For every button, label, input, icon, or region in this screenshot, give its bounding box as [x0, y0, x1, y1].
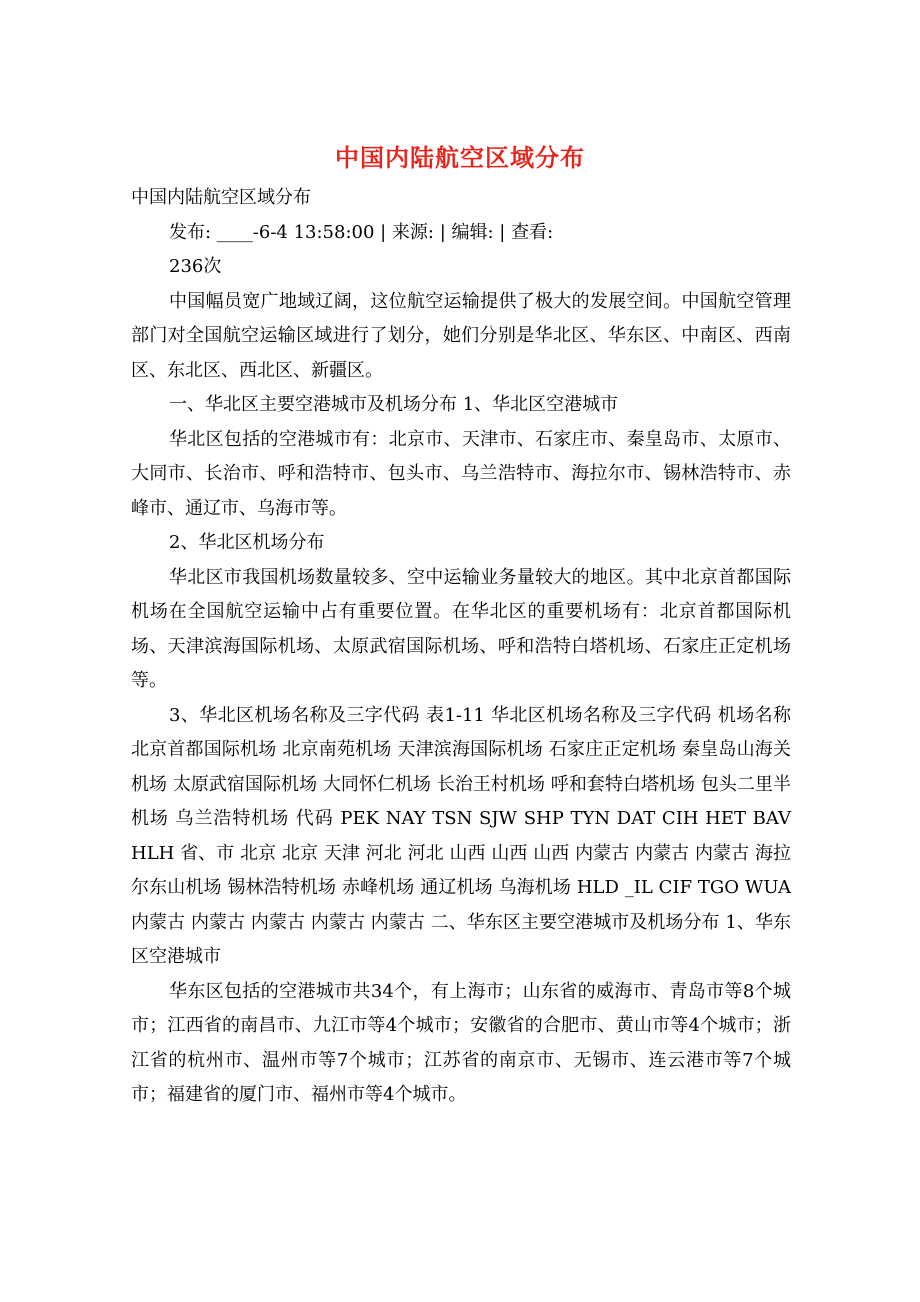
view-count: 236次 — [169, 256, 222, 277]
document-body — [131, 181, 791, 1113]
document-subtitle: 中国内陆航空区域分布 — [131, 187, 311, 208]
document-title: 中国内陆航空区域分布 — [335, 143, 585, 172]
publish-meta-line: 发布: ____-6-4 13:58:00 | 来源: | 编辑: | 查看: — [169, 221, 554, 243]
paragraph-intro: 中国幅员宽广地域辽阔，这位航空运输提供了极大的发展空间。中国航空管理部门对全国航空运输区域进行了划分，她们分别是华北区、华东区、中南区、西南区、东北区、西北区、新疆区。 — [131, 290, 791, 381]
paragraph-north-china-cities: 华北区包括的空港城市有：北京市、天津市、石家庄市、秦皇岛市、太原市、大同市、长治市、呼和浩特市、包头市、乌兰浩特市、海拉尔市、锡林浩特市、赤峰市、通辽市、乌海市等。 — [131, 428, 791, 519]
paragraph-north-china-airports: 华北区市我国机场数量较多、空中运输业务量较大的地区。其中北京首都国际机场在全国航空运输中占有重要位置。在华北区的重要机场有：北京首都国际机场、天津滨海国际机场、太原武宿国际机场、呼和浩特白塔机场、石家庄正定机场等。 — [131, 566, 791, 691]
section-heading-north-china: 一、华北区主要空港城市及机场分布 1、华北区空港城市 — [169, 394, 619, 415]
paragraph-east-china-cities: 华东区包括的空港城市共34个，有上海市；山东省的威海市、青岛市等8个城市；江西省的南昌市、九江市等4个城市；安徽省的合肥市、黄山市等4个城市；浙江省的杭州市、温州市等7个城市；江苏省的南京市、无锡市、连云港市等7个城市；福建省的厦门市、福州市等4个城市。 — [131, 980, 791, 1105]
section-heading-north-china-airports: 2、华北区机场分布 — [169, 532, 325, 553]
paragraph-airport-codes: 3、华北区机场名称及三字代码 表1-11 华北区机场名称及三字代码 机场名称 北京首都国际机场 北京南苑机场 天津滨海国际机场 石家庄正定机场 秦皇岛山海关机场 太原武宿国际机场 大同怀仁机场 长治王村机场 呼和套特白塔机场 包头二里半机场 乌兰浩特机场 代码 PEK NAY TSN SJW SHP TYN DAT CIH HET BAV HLH 省、市 北京 北京 天津 河北 河北 山西 山西 山西 内蒙古 内蒙古 内蒙古 海拉尔东山机场 锡林浩特机场 赤峰机场 通辽机场 乌海机场 HLD _IL CIF TGO WUA 内蒙古 内蒙古 内蒙古 内蒙古 内蒙古 二、华东区主要空港城市及机场分布 1、华东区空港城市 — [131, 704, 791, 967]
